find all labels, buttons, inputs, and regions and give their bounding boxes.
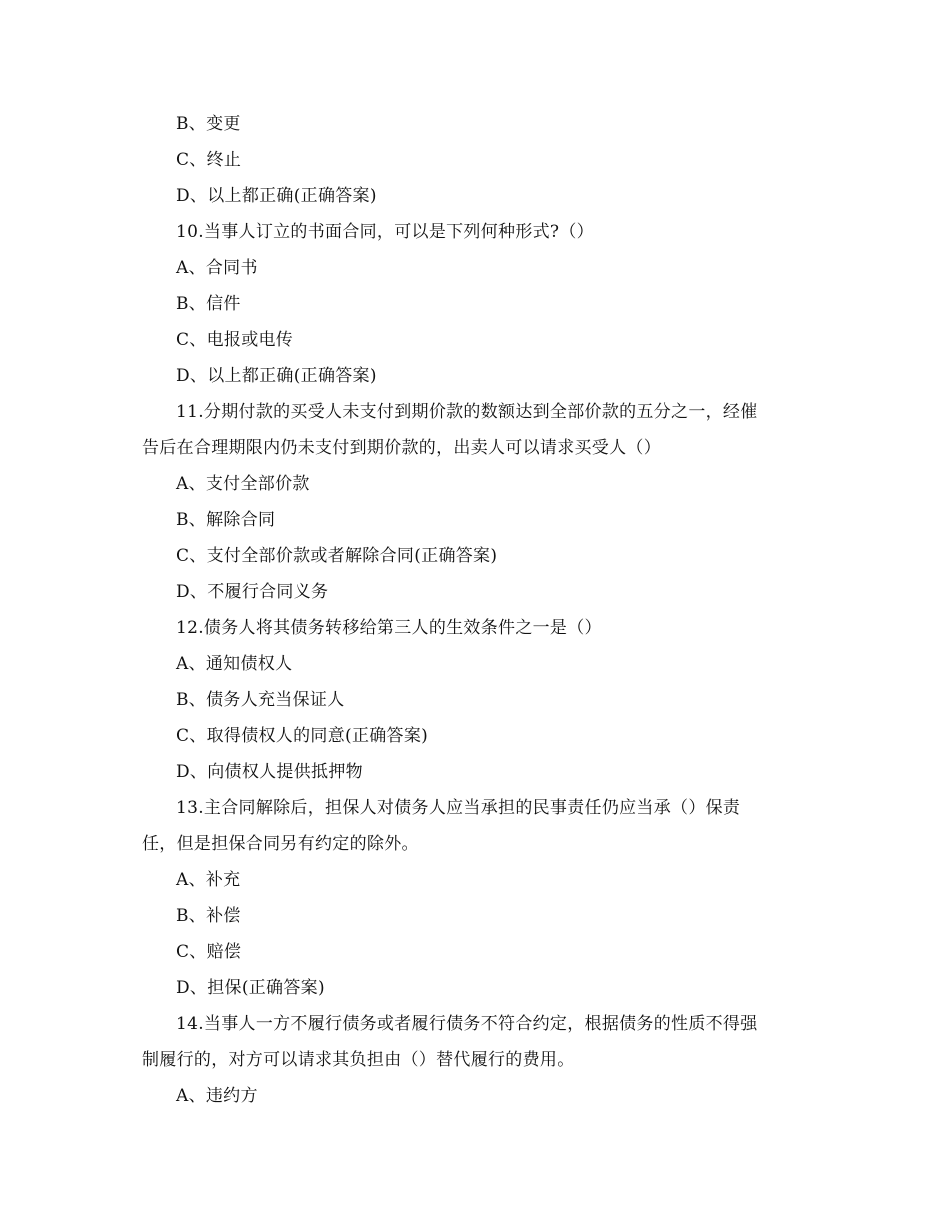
- option-d-line: D、以上都正确(正确答案): [176, 366, 377, 386]
- option-d-line: D、不履行合同义务: [176, 582, 329, 602]
- option-b-line: B、债务人充当保证人: [176, 690, 345, 710]
- question-12-line: 12.债务人将其债务转移给第三人的生效条件之一是（）: [176, 618, 602, 638]
- question-14-line-2: 制履行的，对方可以请求其负担由（）替代履行的费用。: [142, 1050, 575, 1070]
- option-a-line: A、支付全部价款: [176, 474, 310, 494]
- option-b-line: B、信件: [176, 294, 241, 314]
- option-c-line: C、支付全部价款或者解除合同(正确答案): [176, 546, 498, 566]
- question-14-line-1: 14.当事人一方不履行债务或者履行债务不符合约定，根据债务的性质不得强: [176, 1014, 758, 1034]
- option-c-line: C、取得债权人的同意(正确答案): [176, 726, 429, 746]
- question-11-line-1: 11.分期付款的买受人未支付到期价款的数额达到全部价款的五分之一，经催: [176, 402, 758, 422]
- option-c-line: C、电报或电传: [176, 330, 294, 350]
- question-10-line: 10.当事人订立的书面合同，可以是下列何种形式?（）: [176, 222, 594, 242]
- option-b-line: B、解除合同: [176, 510, 276, 530]
- option-a-line: A、通知债权人: [176, 654, 293, 674]
- document-body: [142, 106, 807, 1114]
- option-d-line: D、以上都正确(正确答案): [176, 186, 377, 206]
- option-c-line: C、赔偿: [176, 942, 242, 962]
- option-d-line: D、担保(正确答案): [176, 978, 325, 998]
- option-a-line: A、违约方: [176, 1086, 258, 1106]
- option-a-line: A、补充: [176, 870, 241, 890]
- option-d-line: D、向债权人提供抵押物: [176, 762, 363, 782]
- question-11-line-2: 告后在合理期限内仍未支付到期价款的，出卖人可以请求买受人（）: [142, 438, 661, 458]
- question-13-line-1: 13.主合同解除后，担保人对债务人应当承担的民事责任仍应当承（）保责: [176, 798, 741, 818]
- option-a-line: A、合同书: [176, 258, 258, 278]
- option-b-line: B、变更: [176, 114, 241, 134]
- option-b-line: B、补偿: [176, 906, 241, 926]
- option-c-line: C、终止: [176, 150, 242, 170]
- question-13-line-2: 任，但是担保合同另有约定的除外。: [142, 834, 419, 854]
